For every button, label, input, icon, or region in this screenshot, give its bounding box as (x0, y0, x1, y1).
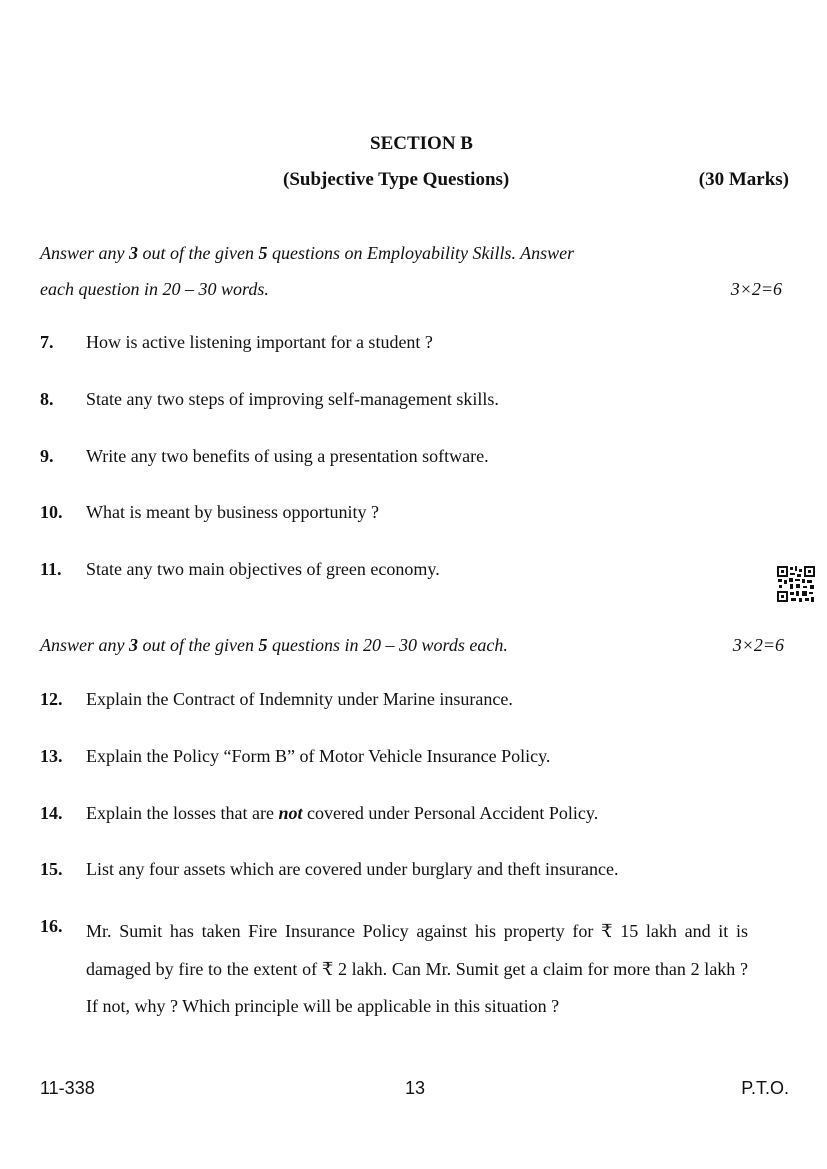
question-number: 7. (40, 332, 54, 352)
instruction-total: 5 (258, 635, 268, 655)
paper-code: 11-338 (40, 1078, 95, 1098)
question-text (86, 803, 598, 824)
section-marks: (30 Marks) (698, 169, 789, 190)
instruction-text: questions in 20 – 30 words each. (267, 635, 508, 655)
instruction-text: out of the given (138, 243, 259, 263)
question-text: Write any two benefits of using a presentation software. (86, 446, 489, 466)
question-text: Mr. Sumit has taken Fire Insurance Policy against his property for ₹ 15 lakh and it is damaged by fire to the extent of ₹ 2 lakh. Can Mr. Sumit get a claim for more than 2 lakh ? If not, why ? Which principle will be applicable in this situation ? (86, 921, 748, 1016)
question-number: 13. (40, 746, 63, 766)
question-number: 16. (40, 916, 63, 936)
emphasis-not: not (278, 803, 303, 823)
question-number: 9. (40, 446, 54, 466)
question-text-part: covered under Personal Accident Policy. (302, 803, 599, 823)
section-title: SECTION B (370, 133, 473, 154)
question-number: 14. (40, 803, 63, 823)
instruction-text: Answer any (40, 635, 129, 655)
instruction-count: 3 (129, 243, 138, 263)
question-number: 8. (40, 389, 54, 409)
question-text: What is meant by business opportunity ? (86, 502, 379, 522)
instruction-text: out of the given (138, 635, 259, 655)
page-number: 13 (405, 1078, 426, 1098)
question-text: State any two main objectives of green economy. (86, 559, 440, 579)
instruction-text: Answer any (40, 243, 129, 263)
question-number: 12. (40, 689, 63, 709)
qr-code-icon (776, 565, 816, 603)
instruction-text: questions on Employability Skills. Answer (267, 243, 575, 263)
section-subtitle: (Subjective Type Questions) (283, 169, 510, 190)
part1-instruction-line2: each question in 20 – 30 words. (40, 279, 269, 299)
question-number: 10. (40, 502, 63, 522)
question-text: How is active listening important for a student ? (86, 332, 433, 352)
question-text: Explain the Contract of Indemnity under Marine insurance. (86, 689, 513, 709)
instruction-total: 5 (258, 243, 268, 263)
question-text: State any two steps of improving self-management skills. (86, 389, 499, 409)
part1-marks: 3×2=6 (730, 279, 782, 299)
part2-instruction (40, 635, 508, 656)
instruction-count: 3 (129, 635, 138, 655)
question-number: 11. (40, 559, 62, 579)
question-number: 15. (40, 859, 63, 879)
question-text: Explain the Policy “Form B” of Motor Vehicle Insurance Policy. (86, 746, 551, 766)
part2-marks: 3×2=6 (732, 635, 784, 655)
part1-instruction (40, 243, 720, 264)
question-text: List any four assets which are covered under burglary and theft insurance. (86, 859, 619, 879)
pto-label: P.T.O. (741, 1078, 789, 1098)
question-text-part: Explain the losses that are (86, 803, 279, 823)
